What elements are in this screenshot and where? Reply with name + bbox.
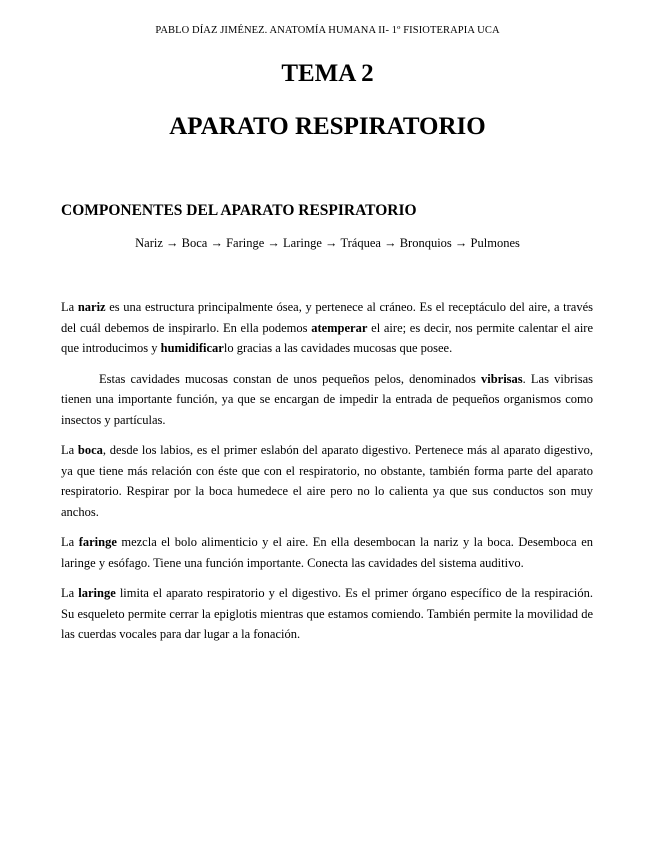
arrow-right-icon: → bbox=[267, 236, 280, 250]
chapter-title: TEMA 2 bbox=[281, 60, 374, 87]
body-text bbox=[61, 297, 593, 655]
arrow-right-icon: → bbox=[166, 236, 179, 250]
flow-item: Boca bbox=[181, 236, 208, 250]
flow-item: Faringe bbox=[226, 236, 265, 250]
flow-item: Bronquios bbox=[399, 236, 452, 250]
arrow-right-icon: → bbox=[384, 236, 397, 250]
paragraph-faringe: La faringe mezcla el bolo alimenticio y el aire. En ella desembocan la nariz y la boca. Desemboca en laringe y esófago. Tiene una función importante. Conecta las cavidades del sistema auditivo. bbox=[61, 535, 593, 570]
arrow-right-icon: → bbox=[210, 236, 223, 250]
flow-item: Tráquea bbox=[340, 236, 381, 250]
paragraph-vibrisas: Estas cavidades mucosas constan de unos pequeños pelos, denominados vibrisas. Las vibrisas tienen una importante función, ya que se encargan de impedir la entrada de pequeños organismos como insectos y partículas. bbox=[61, 371, 593, 427]
section-heading: COMPONENTES DEL APARATO RESPIRATORIO bbox=[61, 202, 417, 219]
running-header: PABLO DÍAZ JIMÉNEZ. ANATOMÍA HUMANA II- 1º FISIOTERAPIA UCA bbox=[155, 25, 500, 36]
flow-item: Nariz bbox=[135, 236, 163, 250]
paragraph-nariz: La nariz es una estructura principalmente ósea, y pertenece al cráneo. Es el receptáculo del aire, a través del cuál debemos de inspirarlo. En ella podemos atemperar el aire; es decir, nos permite calentar el aire que introducimos y humidificarlo gracias a las cavidades mucosas que posee. bbox=[61, 300, 593, 355]
flow-item: Pulmones bbox=[470, 236, 520, 250]
paragraph-laringe: La laringe limita el aparato respiratorio y el digestivo. Es el primer órgano específico de la respiración. Su esqueleto permite cerrar la epiglotis mientras que estamos comiendo. También permite la movilidad de las cuerdas vocales para dar lugar a la fonación. bbox=[61, 586, 593, 641]
paragraph-boca: La boca, desde los labios, es el primer eslabón del aparato digestivo. Pertenece más al aparato digestivo, ya que tiene más relación con éste que con el respiratorio, no obstante, también forma parte del aparato respiratorio. Respirar por la boca humedece el aire pero no lo calienta ya que sus conductos son muy anchos. bbox=[61, 443, 593, 519]
arrow-right-icon: → bbox=[454, 236, 468, 250]
arrow-right-icon: → bbox=[325, 236, 338, 250]
chapter-subtitle: APARATO RESPIRATORIO bbox=[169, 113, 486, 140]
flow-item: Laringe bbox=[283, 236, 322, 250]
airway-flow bbox=[0, 236, 655, 251]
